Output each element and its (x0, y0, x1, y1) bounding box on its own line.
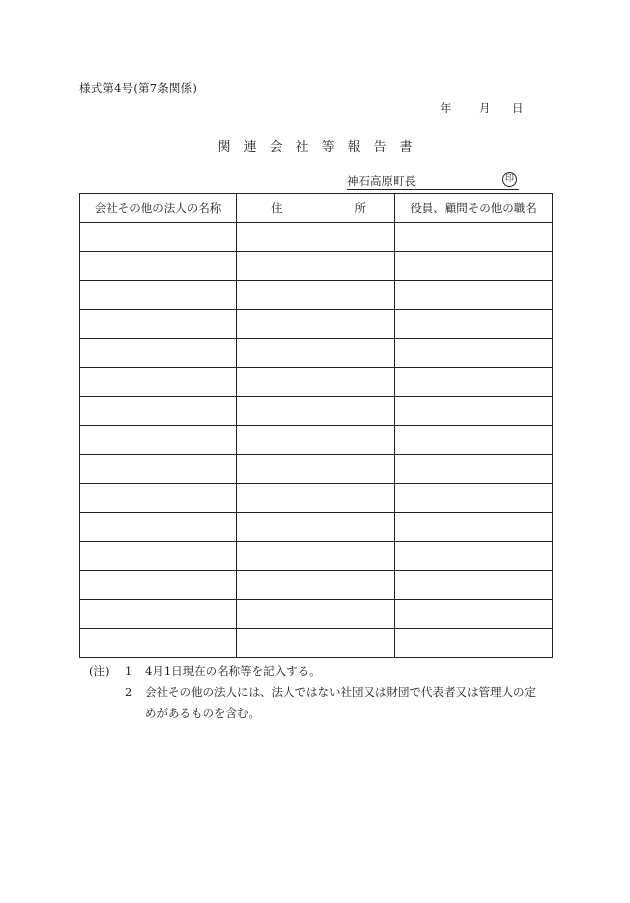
cell-company-name[interactable] (80, 310, 237, 339)
date-year-label: 年 (440, 101, 452, 115)
note-text: 4月1日現在の名称等を記入する。 (145, 664, 321, 678)
cell-position[interactable] (395, 368, 553, 397)
cell-address[interactable] (237, 455, 395, 484)
table-row (80, 252, 553, 281)
table-row (80, 223, 553, 252)
cell-company-name[interactable] (80, 571, 237, 600)
table-row (80, 426, 553, 455)
cell-company-name[interactable] (80, 629, 237, 658)
cell-position[interactable] (395, 455, 553, 484)
cell-company-name[interactable] (80, 223, 237, 252)
note-item-1 (125, 661, 321, 682)
cell-position[interactable] (395, 252, 553, 281)
cell-address[interactable] (237, 397, 395, 426)
cell-address[interactable] (237, 629, 395, 658)
table-row (80, 542, 553, 571)
table-row (80, 629, 553, 658)
cell-address[interactable] (237, 426, 395, 455)
cell-position[interactable] (395, 629, 553, 658)
cell-address[interactable] (237, 513, 395, 542)
cell-address[interactable] (237, 223, 395, 252)
addressee-line (347, 173, 519, 190)
table-header-row (80, 194, 553, 223)
header-position: 役員、顧問その他の職名 (395, 194, 553, 223)
addressee-label: 神石高原町長 (347, 174, 416, 188)
table-row (80, 455, 553, 484)
form-number: 様式第4号(第7条関係) (79, 81, 198, 95)
table-row (80, 339, 553, 368)
date-day-label: 日 (512, 101, 524, 115)
header-address-left: 住 (271, 201, 283, 215)
cell-company-name[interactable] (80, 368, 237, 397)
cell-address[interactable] (237, 484, 395, 513)
header-address (237, 194, 395, 223)
cell-company-name[interactable] (80, 513, 237, 542)
table-body (80, 223, 553, 658)
cell-address[interactable] (237, 542, 395, 571)
cell-address[interactable] (237, 600, 395, 629)
note-item-2 (125, 682, 536, 703)
cell-company-name[interactable] (80, 426, 237, 455)
note-number: 2 (125, 685, 133, 699)
cell-position[interactable] (395, 513, 553, 542)
cell-position[interactable] (395, 484, 553, 513)
table-row (80, 310, 553, 339)
cell-position[interactable] (395, 397, 553, 426)
cell-company-name[interactable] (80, 600, 237, 629)
table-row (80, 484, 553, 513)
cell-address[interactable] (237, 252, 395, 281)
cell-position[interactable] (395, 223, 553, 252)
date-month-label: 月 (479, 101, 491, 115)
table-row (80, 281, 553, 310)
table-row (80, 368, 553, 397)
cell-address[interactable] (237, 310, 395, 339)
cell-address[interactable] (237, 571, 395, 600)
cell-address[interactable] (237, 281, 395, 310)
cell-address[interactable] (237, 339, 395, 368)
note-item-2-continuation: めがあるものを含む。 (145, 706, 260, 720)
cell-position[interactable] (395, 281, 553, 310)
cell-position[interactable] (395, 600, 553, 629)
document-title: 関連会社等報告書 (217, 140, 426, 155)
cell-position[interactable] (395, 310, 553, 339)
cell-position[interactable] (395, 426, 553, 455)
table-row (80, 571, 553, 600)
cell-company-name[interactable] (80, 455, 237, 484)
cell-position[interactable] (395, 339, 553, 368)
table-row (80, 513, 553, 542)
note-text: 会社その他の法人には、法人ではない社団又は財団で代表者又は管理人の定 (145, 685, 536, 699)
notes-prefix: (注) (89, 664, 110, 678)
header-company-name: 会社その他の法人の名称 (80, 194, 237, 223)
note-number: 1 (125, 664, 133, 678)
cell-company-name[interactable] (80, 252, 237, 281)
cell-company-name[interactable] (80, 397, 237, 426)
report-table (79, 193, 553, 658)
cell-company-name[interactable] (80, 484, 237, 513)
cell-position[interactable] (395, 571, 553, 600)
header-address-right: 所 (354, 201, 366, 215)
seal-icon: 印 (502, 172, 517, 187)
cell-position[interactable] (395, 542, 553, 571)
cell-address[interactable] (237, 368, 395, 397)
cell-company-name[interactable] (80, 542, 237, 571)
table-row (80, 600, 553, 629)
cell-company-name[interactable] (80, 281, 237, 310)
table-row (80, 397, 553, 426)
cell-company-name[interactable] (80, 339, 237, 368)
